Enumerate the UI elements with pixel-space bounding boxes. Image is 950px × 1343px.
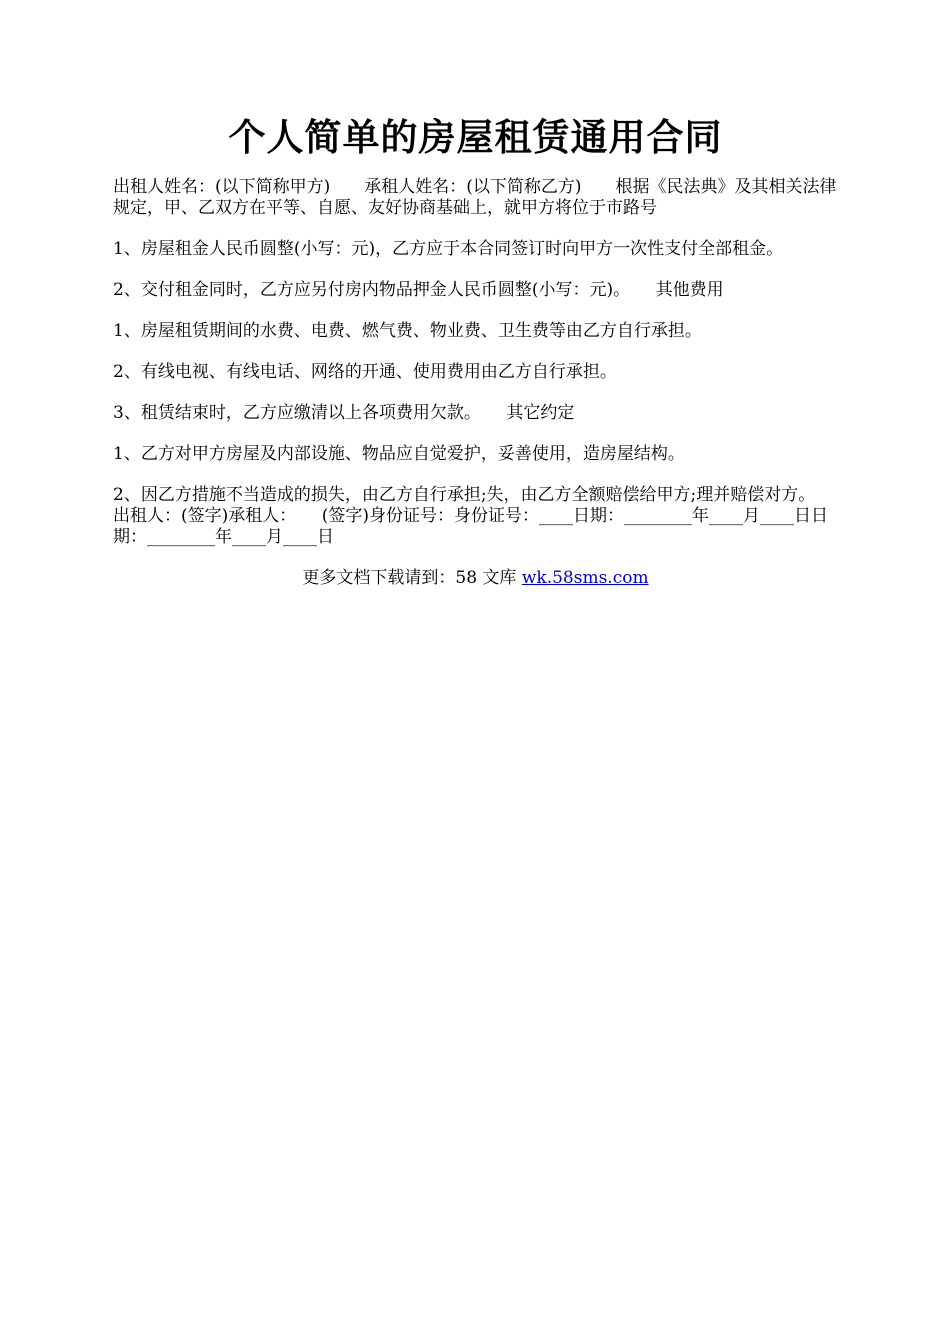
footer-text: 更多文档下载请到：58 文库 <box>302 568 522 588</box>
paragraph-network: 2、有线电视、有线电话、网络的开通、使用费用由乙方自行承担。 <box>113 362 617 382</box>
footer <box>113 568 838 589</box>
paragraph-parties: 出租人姓名：(以下简称甲方) 承租人姓名：(以下简称乙方) 根据《民法典》及其相关法律规定，甲、乙双方在平等、自愿、友好协商基础上，就甲方将位于市路号 <box>113 177 837 218</box>
document-body <box>113 177 841 548</box>
paragraph-rent: 1、房屋租金人民币圆整(小写：元)，乙方应于本合同签订时向甲方一次性支付全部租金。 <box>113 239 784 259</box>
paragraph-damages-signatures: 2、因乙方措施不当造成的损失，由乙方自行承担;失，由乙方全额赔偿给甲方;理并赔偿对方。 出租人：(签字)承租人： (签字)身份证号：身份证号：____日期：________年____月____日日期：________年____月____日 <box>113 485 841 547</box>
paragraph-care: 1、乙方对甲方房屋及内部设施、物品应自觉爱护，妥善使用，造房屋结构。 <box>113 444 685 464</box>
paragraph-settlement: 3、租赁结束时，乙方应缴清以上各项费用欠款。 其它约定 <box>113 403 575 423</box>
document-page <box>0 113 950 1343</box>
footer-link[interactable]: wk.58sms.com <box>521 568 649 588</box>
paragraph-deposit: 2、交付租金同时，乙方应另付房内物品押金人民币圆整(小写：元)。 其他费用 <box>113 280 724 300</box>
document-title: 个人简单的房屋租赁通用合同 <box>228 115 723 159</box>
paragraph-utilities: 1、房屋租赁期间的水费、电费、燃气费、物业费、卫生费等由乙方自行承担。 <box>113 321 702 341</box>
